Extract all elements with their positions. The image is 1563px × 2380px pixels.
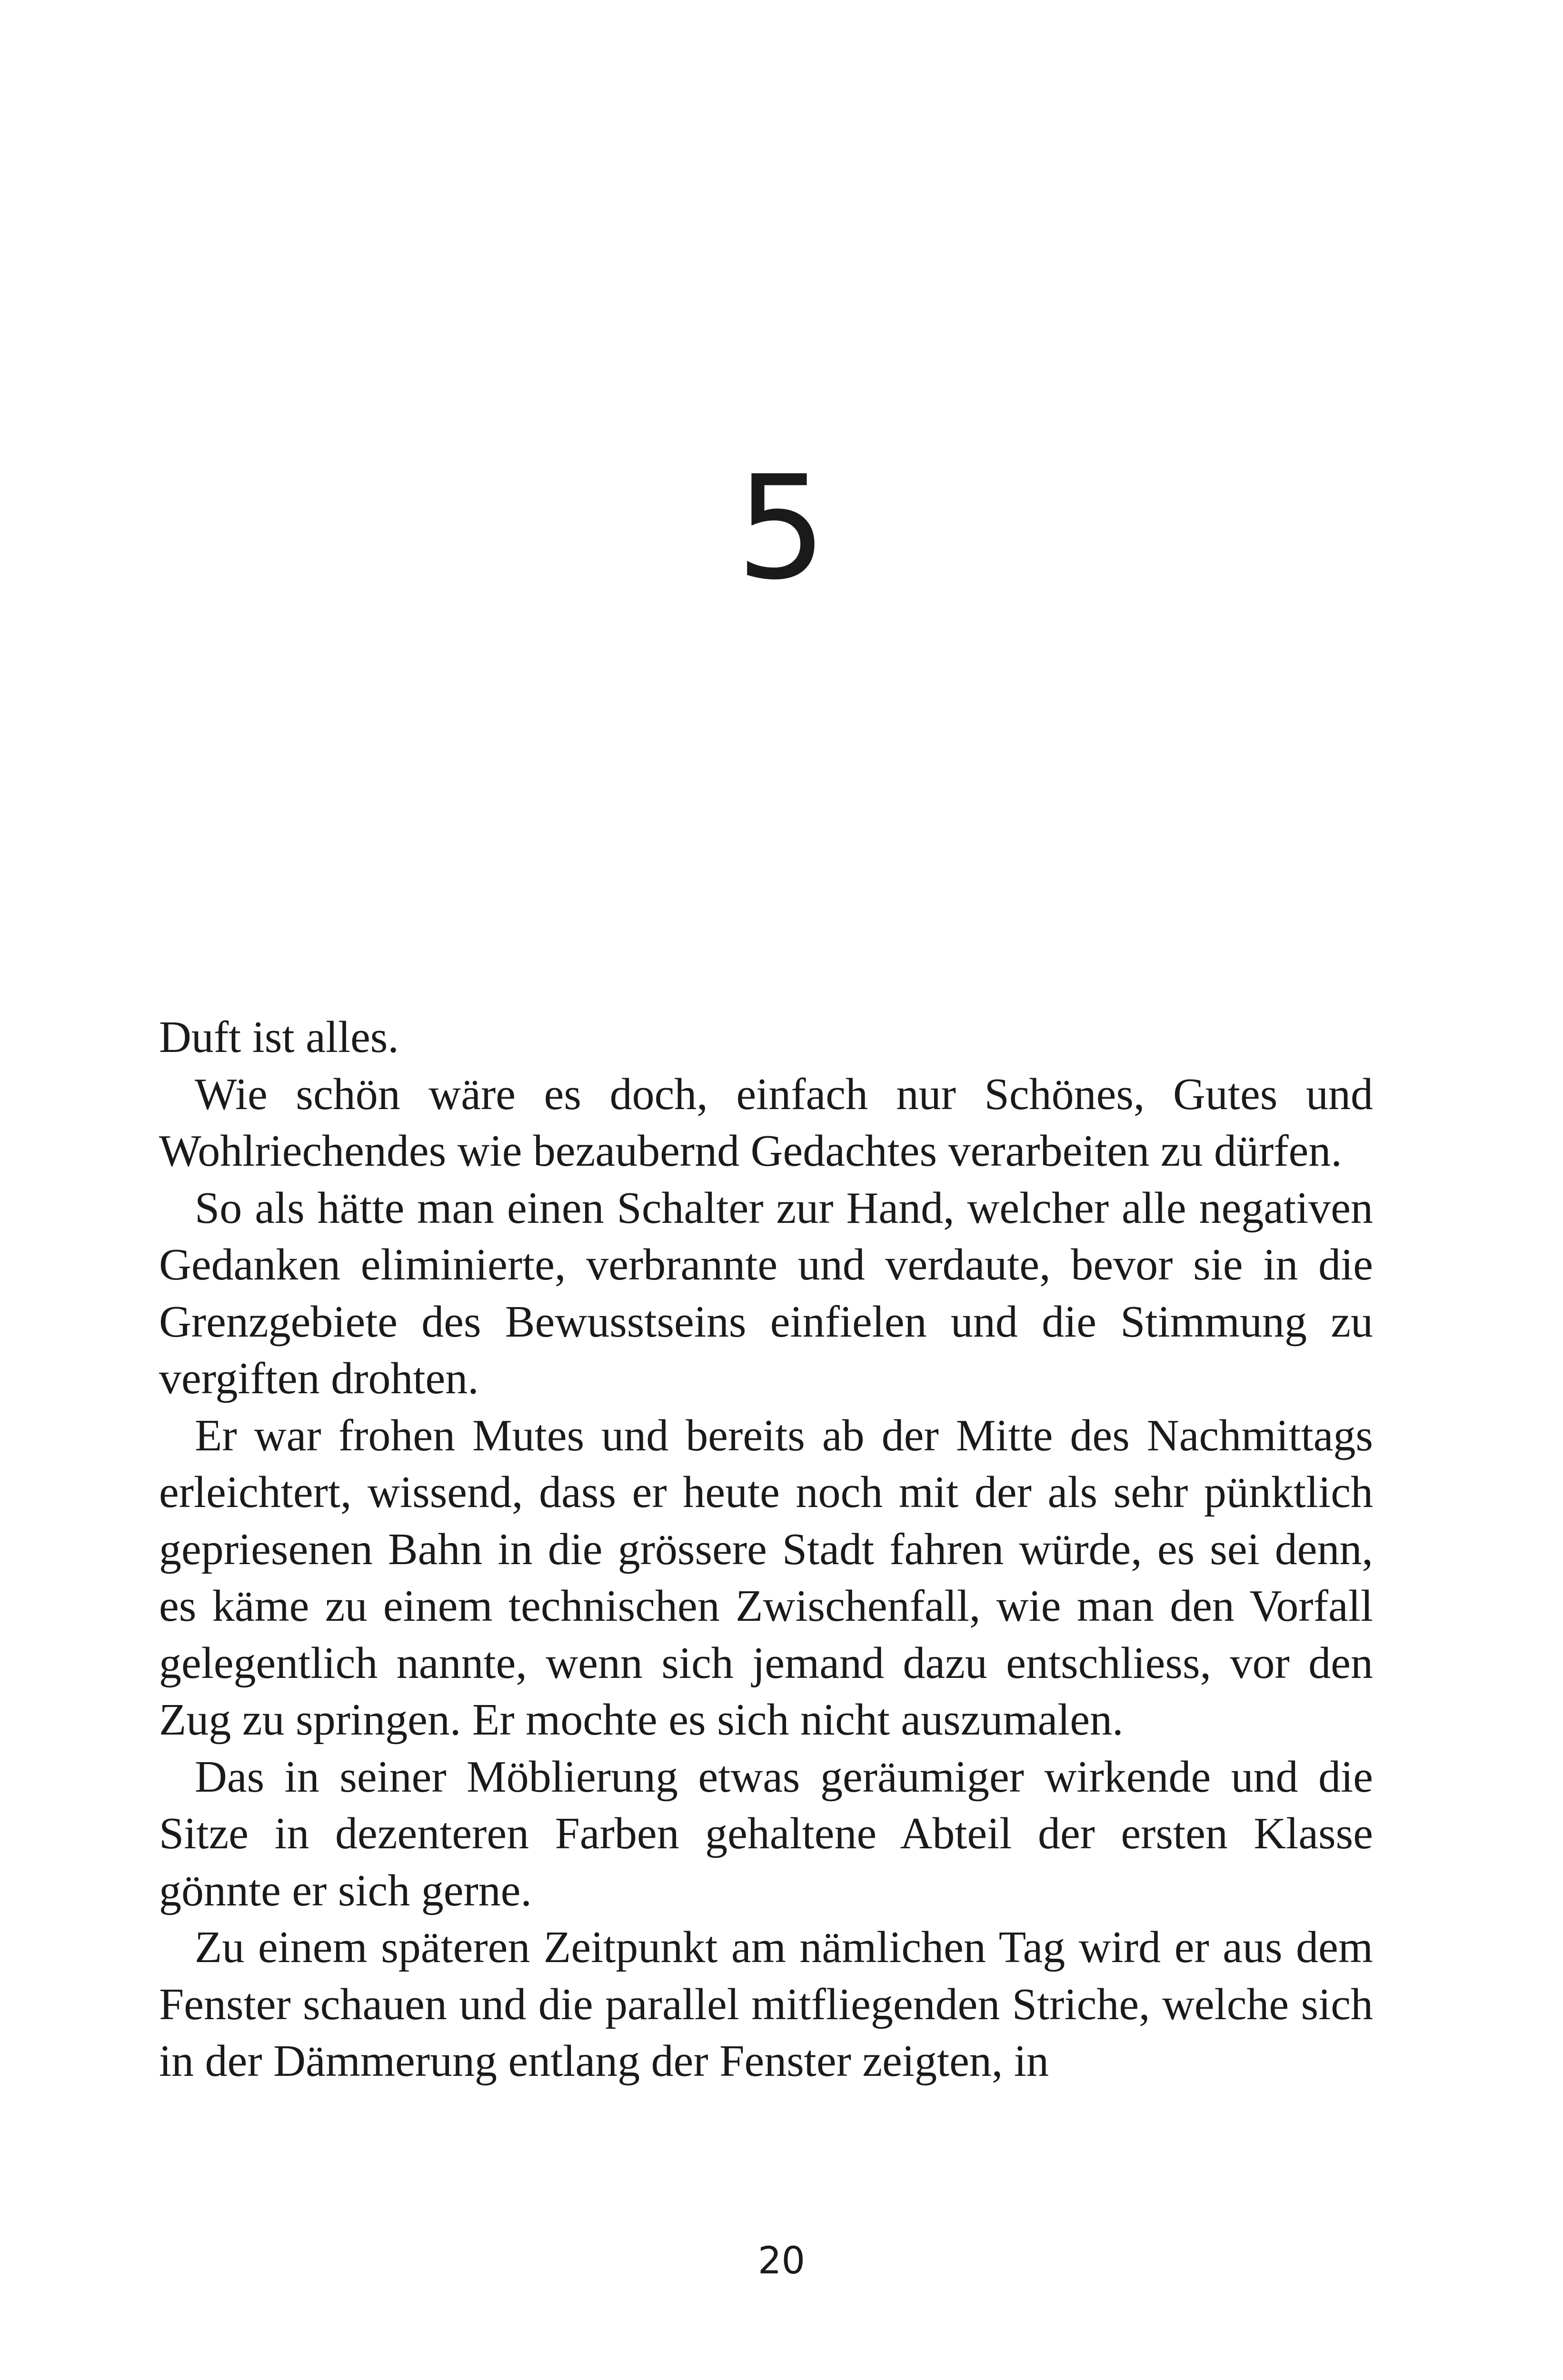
paragraph: Das in seiner Möblierung etwas geräumiger wirkende und die Sitze in dezenteren Farben gehaltene Abteil der ersten Klasse gönnte er sich gerne. bbox=[159, 1752, 1373, 1915]
paragraph: Wie schön wäre es doch, einfach nur Schönes, Gutes und Wohlriechendes wie bezaubernd Gedachtes verarbeiten zu dürfen. bbox=[159, 1069, 1373, 1176]
page-number: 20 bbox=[757, 2240, 806, 2282]
paragraph: Zu einem späteren Zeitpunkt am nämlichen Tag wird er aus dem Fenster schauen und die parallel mitfliegenden Striche, welche sich in der Dämmerung entlang der Fenster zeigten, in bbox=[159, 1923, 1373, 2086]
chapter-number: 5 bbox=[736, 445, 827, 611]
body-text bbox=[159, 1009, 1373, 2090]
paragraph: Er war frohen Mutes und bereits ab der Mitte des Nachmittags erleichtert, wissend, dass er heute noch mit der als sehr pünktlich gepriesenen Bahn in die grössere Stadt fahren würde, es sei denn, es käme zu einem technischen Zwischenfall, wie man den Vorfall gelegentlich nannte, wenn sich jemand dazu entschliess, vor den Zug zu springen. Er mochte es sich nicht auszumalen. bbox=[159, 1410, 1373, 1745]
paragraph: Duft ist alles. bbox=[159, 1012, 399, 1062]
paragraph: So als hätte man einen Schalter zur Hand, welcher alle negativen Gedanken eliminierte, verbrannte und verdaute, bevor sie in die Grenzgebiete des Bewusstseins einfielen und die Stimmung zu vergiften drohten. bbox=[159, 1183, 1373, 1403]
